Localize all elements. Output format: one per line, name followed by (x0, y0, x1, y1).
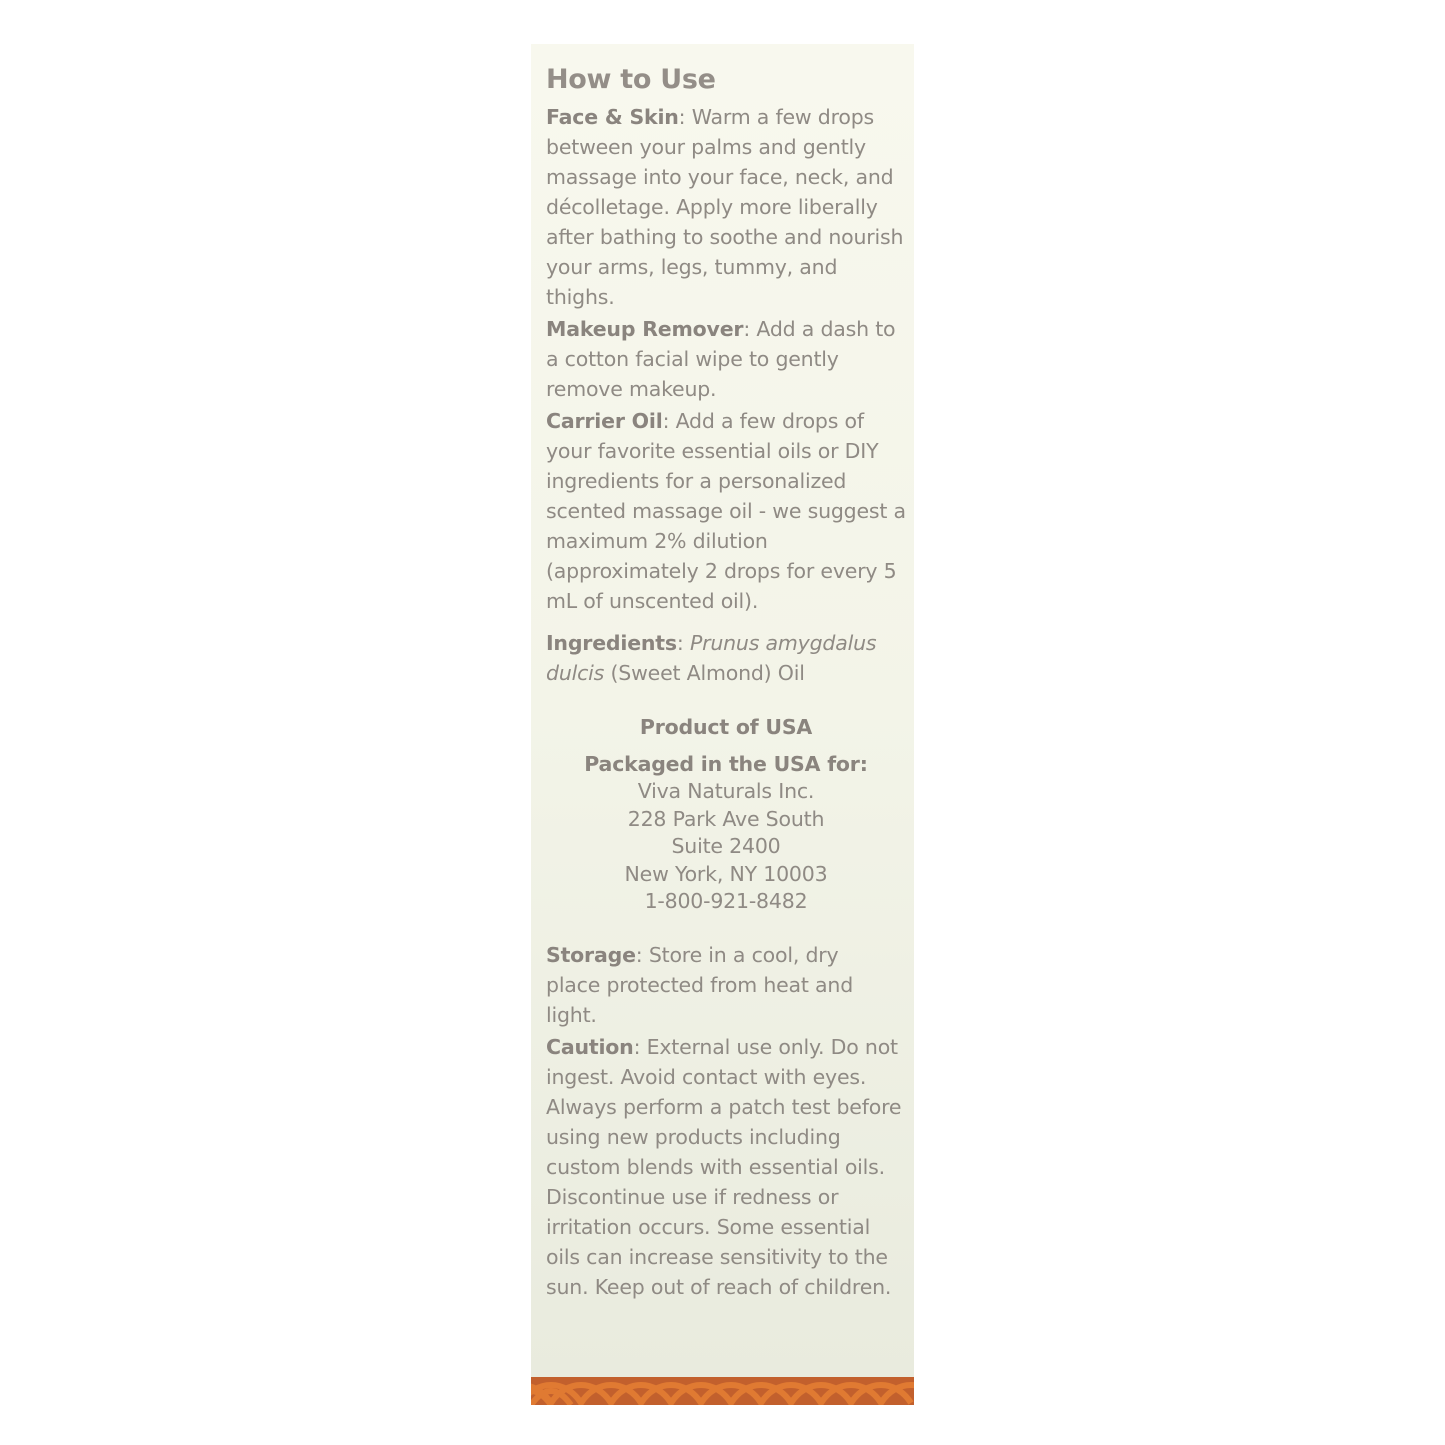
ingredients: Ingredients: Prunus amygdalus dulcis (Sweet Almond) Oil (546, 631, 877, 685)
origin-block (546, 714, 906, 916)
company-name: Viva Naturals Inc. (637, 779, 815, 803)
spacer (546, 616, 906, 628)
spacer (546, 916, 906, 940)
how-to-use-heading: How to Use (546, 64, 716, 95)
packaged-for-label: Packaged in the USA for: (584, 751, 868, 776)
city-state-zip: New York, NY 10003 (624, 861, 828, 886)
wave-pattern-icon (531, 1377, 914, 1405)
spacer (546, 688, 906, 714)
makeup-remover-instructions: Makeup Remover: Add a dash to a cotton facial wipe to gently remove makeup. (546, 317, 896, 401)
address-line-2: Suite 2400 (671, 834, 781, 858)
carrier-oil-text: Add a few drops of your favorite essential oils or DIY ingredients for a personalized scented massage oil - we suggest a maximum 2% dilution (approximately 2 drops for every 5 mL of unscented oil). (546, 409, 906, 613)
product-label-panel (531, 44, 914, 1377)
ingredients-latin-name: Prunus amygdalus dulcis (546, 631, 877, 685)
makeup-remover-label: Makeup Remover (546, 317, 744, 341)
face-skin-instructions: Face & Skin: Warm a few drops between your palms and gently massage into your face, neck, and décolletage. Apply more liberally after bathing to soothe and nourish your arms, legs, tummy, and thighs. (546, 105, 904, 309)
label-content (546, 62, 906, 1302)
ingredients-label: Ingredients (546, 631, 677, 655)
caution-text: External use only. Do not ingest. Avoid contact with eyes. Always perform a patch test before using new products including custom blends with essential oils. Discontinue use if redness or irritation occurs. Some essential oils can increase sensitivity to the sun. Keep out of reach of children. (546, 1034, 902, 1299)
face-skin-label: Face & Skin (546, 105, 679, 129)
makeup-remover-text: Add a dash to a cotton facial wipe to gently remove makeup. (546, 317, 896, 401)
product-of: Product of USA (639, 715, 813, 739)
caution-label: Caution (546, 1034, 634, 1059)
ingredients-common-name: (Sweet Almond) Oil (610, 661, 805, 685)
address-line-1: 228 Park Ave South (627, 806, 825, 831)
storage-label: Storage (546, 942, 636, 967)
phone-number: 1-800-921-8482 (644, 889, 808, 913)
caution-info: Caution: External use only. Do not ingest. Avoid contact with eyes. Always perform a patch test before using new products including custom blends with essential oils. Discontinue use if redness or irritation occurs. Some essential oils can increase sensitivity to the sun. Keep out of reach of children. (546, 1034, 902, 1299)
decorative-pattern-band (531, 1377, 914, 1405)
carrier-oil-instructions: Carrier Oil: Add a few drops of your favorite essential oils or DIY ingredients for a personalized scented massage oil - we suggest a maximum 2% dilution (approximately 2 drops for every 5 mL of unscented oil). (546, 409, 906, 613)
storage-text: Store in a cool, dry place protected from heat and light. (546, 942, 854, 1027)
carrier-oil-label: Carrier Oil (546, 409, 663, 433)
storage-info: Storage: Store in a cool, dry place protected from heat and light. (546, 942, 854, 1027)
face-skin-text: Warm a few drops between your palms and gently massage into your face, neck, and décolletage. Apply more liberally after bathing to soothe and nourish your arms, legs, tummy, and thighs. (546, 105, 904, 309)
